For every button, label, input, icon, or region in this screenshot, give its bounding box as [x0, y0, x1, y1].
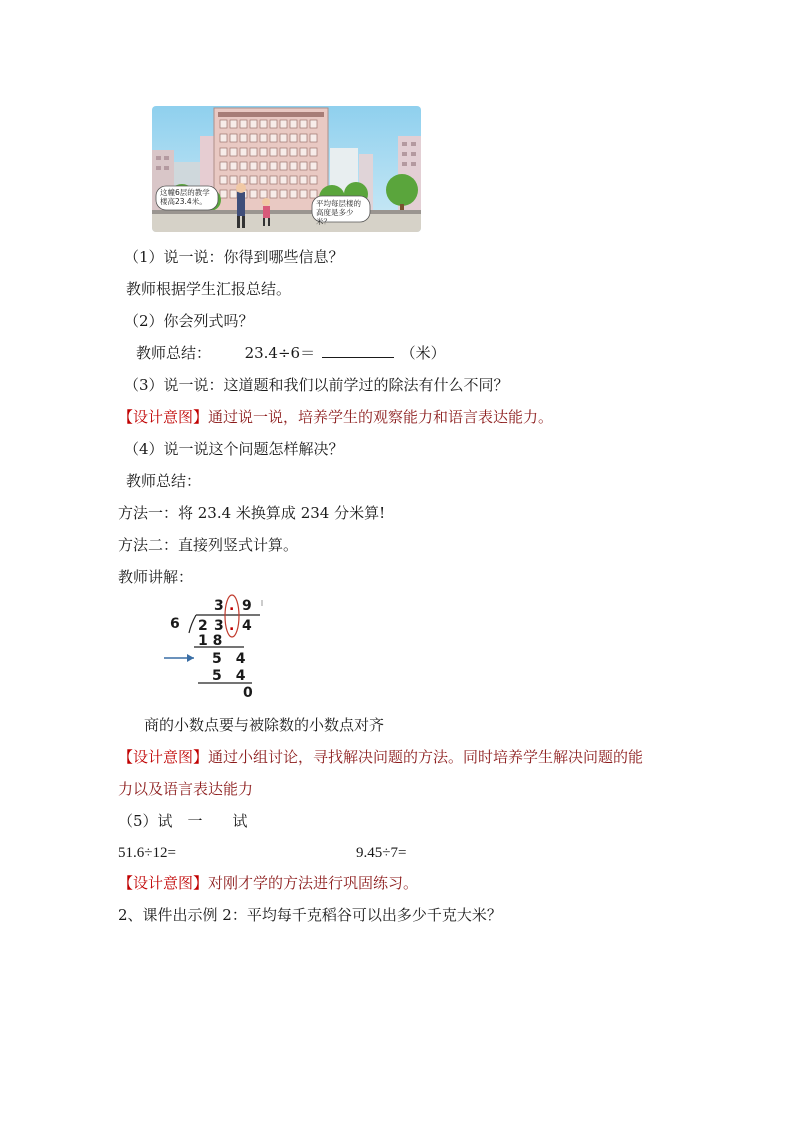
- teacher-summary-label: 教师总结：: [136, 344, 212, 362]
- dividend-point: .: [229, 618, 235, 634]
- design-intent-tag: 【设计意图】: [118, 874, 209, 892]
- classroom-building-illustration: [152, 106, 421, 232]
- question-2: （2）你会列式吗？: [124, 312, 254, 330]
- division-step-3: 5 4: [212, 668, 246, 684]
- division-step-2: 5 4: [212, 651, 246, 667]
- teacher-explain: 教师讲解：: [118, 568, 194, 586]
- quotient-point: .: [229, 598, 235, 614]
- division-expression: 23.4÷6＝: [244, 344, 316, 362]
- dividend-digit-1: 2: [198, 618, 208, 634]
- exercise-2: 9.45÷7=: [356, 845, 407, 861]
- dividend-digit-2: 3: [214, 618, 224, 634]
- design-intent-3: [118, 873, 418, 893]
- quotient-digit-2: 9: [242, 598, 252, 614]
- design-intent-text: 通过小组讨论，寻找解决问题的方法。同时培养学生解决问题的能: [208, 748, 644, 766]
- design-intent-text: 对刚才学的方法进行巩固练习。: [208, 874, 419, 892]
- design-intent-tag: 【设计意图】: [118, 408, 209, 426]
- question-4: （4）说一说这个问题怎样解决？: [124, 440, 344, 458]
- unit-label: （米）: [400, 344, 446, 362]
- speech-bubble-right: 平均每层楼的高度是多少米？: [316, 199, 361, 226]
- exercise-1: 51.6÷12=: [118, 845, 176, 861]
- question-5: （5）试 一 试: [118, 812, 248, 830]
- divisor: 6: [170, 616, 180, 632]
- question-1: （1）说一说：你得到哪些信息？: [124, 248, 344, 266]
- division-remainder: 0: [243, 685, 253, 701]
- design-intent-2b: 力以及语言表达能力: [118, 780, 254, 798]
- teacher-summary-2: [136, 343, 446, 363]
- teacher-note-1: 教师根据学生汇报总结。: [126, 280, 292, 298]
- quotient-digit-1: 3: [214, 598, 224, 614]
- speech-bubble-left: 这幢6层的教学楼高23.4米。: [160, 188, 210, 206]
- design-intent-2a: [118, 747, 643, 767]
- teacher-summary-4: 教师总结：: [126, 472, 202, 490]
- division-step-1: 1 8: [198, 633, 223, 649]
- question-3: （3）说一说：这道题和我们以前学过的除法有什么不同？: [124, 376, 509, 394]
- design-intent-1: [118, 407, 553, 427]
- method-1: 方法一：将 23.4 米换算成 234 分米算!: [118, 504, 386, 522]
- design-intent-text: 通过说一说，培养学生的观察能力和语言表达能力。: [208, 408, 554, 426]
- decimal-point-rule: 商的小数点要与被除数的小数点对齐: [144, 716, 385, 734]
- design-intent-tag: 【设计意图】: [118, 748, 209, 766]
- method-2: 方法二：直接列竖式计算。: [118, 536, 299, 554]
- long-division: [160, 594, 270, 704]
- dividend-digit-3: 4: [242, 618, 252, 634]
- example-2: 2、课件出示例 2：平均每千克稻谷可以出多少千克大米？: [118, 906, 502, 924]
- answer-blank: [322, 343, 394, 358]
